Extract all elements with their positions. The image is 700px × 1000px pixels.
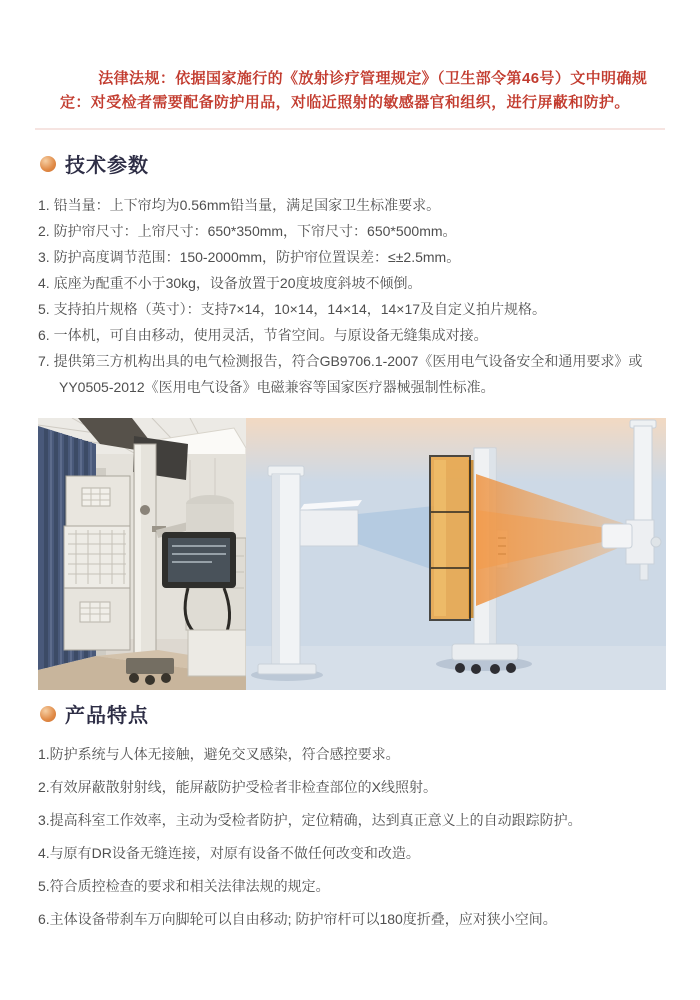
tech-param-item: 2. 防护帘尺寸：上帘尺寸：650*350mm，下帘尺寸：650*500mm。 bbox=[38, 223, 457, 239]
wheel-base-graphic bbox=[126, 658, 174, 685]
tech-param-item: 5. 支持拍片规格（英寸）：支持7×14，10×14，14×14，14×17及自定义拍片规格。 bbox=[38, 301, 547, 317]
feature-item: 3.提高科室工作效率，主动为受检者防护，定位精确，达到真正意义上的自动跟踪防护。 bbox=[38, 812, 582, 828]
tech-param-item: 3. 防护高度调节范围：150-2000mm，防护帘位置误差：≤±2.5mm。 bbox=[38, 249, 461, 265]
feature-item: 1.防护系统与人体无接触，避免交叉感染，符合感控要求。 bbox=[38, 746, 400, 762]
tech-params-title: 技术参数 bbox=[65, 155, 149, 177]
tech-param-item: 6. 一体机，可自由移动，使用灵活，节省空间。与原设备无缝集成对接。 bbox=[38, 327, 488, 343]
tech-param-item: 7. 提供第三方机构出具的电气检测报告，符合GB9706.1-2007《医用电气设备安全和通用要求》或YY0505-2012《医用电气设备》电磁兼容等国家医疗器械强制性标准。 bbox=[38, 353, 643, 395]
tech-param-item: 4. 底座为配重不小于30kg，设备放置于20度坡度斜坡不倾倒。 bbox=[38, 275, 422, 291]
feature-item: 4.与原有DR设备无缝连接，对原有设备不做任何改变和改造。 bbox=[38, 845, 420, 861]
stacked-boxes-graphic bbox=[64, 468, 130, 658]
orange-dot-icon bbox=[40, 706, 56, 722]
feature-item: 2.有效屏蔽散射射线，能屏蔽防护受检者非检查部位的X线照射。 bbox=[38, 779, 438, 795]
section-divider bbox=[35, 128, 665, 130]
protective-screen-graphic bbox=[430, 456, 476, 620]
equipment-photo bbox=[38, 418, 246, 690]
figures-row bbox=[38, 418, 666, 690]
tech-param-item: 1. 铅当量：上下帘均为0.56mm铅当量，满足国家卫生标准要求。 bbox=[38, 197, 441, 213]
product-features-list bbox=[38, 738, 672, 936]
tech-params-header bbox=[40, 149, 149, 178]
protection-beam-render bbox=[246, 418, 666, 690]
orange-dot-icon bbox=[40, 156, 56, 172]
feature-item: 5.符合质控检查的要求和相关法律法规的规定。 bbox=[38, 878, 330, 894]
legal-notice-text: 法律法规：依据国家施行的《放射诊疗管理规定》（卫生部令第46号）文中明确规定：对受检者需要配备防护用品，对临近照射的敏感器官和组织，进行屏蔽和防护。 bbox=[60, 70, 648, 111]
tech-params-list bbox=[38, 192, 672, 400]
product-features-header bbox=[40, 699, 149, 728]
product-features-title: 产品特点 bbox=[65, 705, 149, 727]
feature-item: 6.主体设备带刹车万向脚轮可以自由移动; 防护帘杆可以180度折叠，应对狭小空间。 bbox=[38, 911, 557, 927]
